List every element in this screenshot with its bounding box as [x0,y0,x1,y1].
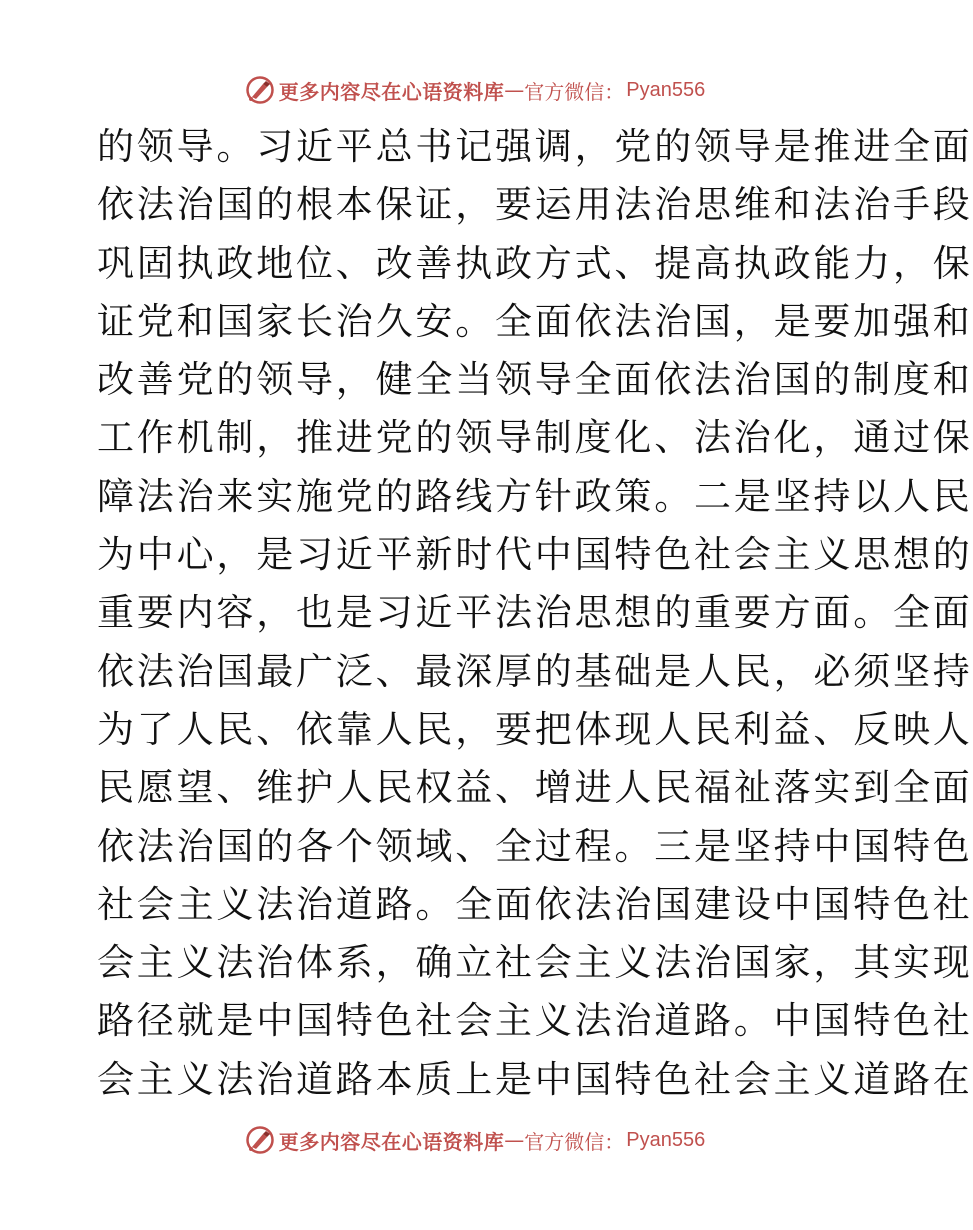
body-line: 障法治来实施党的路线方针政策。二是坚持以人民 [97,474,973,518]
header-promo-text: 更多内容尽在心语资料库 [278,79,505,104]
body-line: 社会主义法治道路。全面依法治国建设中国特色社 [97,882,973,926]
footer-wechat-id: Pyan556 [626,1128,706,1151]
body-line: 民愿望、维护人民权益、增进人民福祉落实到全面 [97,766,973,810]
footer-banner [0,1122,950,1158]
body-line: 路径就是中国特色社会主义法治道路。中国特色社 [97,999,973,1043]
header-wechat-id: Pyan556 [626,78,706,101]
pen-nib-logo-icon [245,75,275,105]
body-line: 巩固执政地位、改善执政方式、提高执政能力，保 [97,241,973,285]
header-banner [0,72,950,108]
body-line: 会主义法治体系，确立社会主义法治国家，其实现 [97,941,973,985]
footer-wechat-label: 官方微信： [524,1129,625,1154]
body-line: 的领导。习近平总书记强调，党的领导是推进全面 [97,125,973,168]
body-line: 依法治国的根本保证，要运用法治思维和法治手段 [97,183,973,227]
body-line: 工作机制，推进党的领导制度化、法治化，通过保 [97,416,973,460]
footer-promo-text: 更多内容尽在心语资料库 [278,1129,505,1154]
body-line: 依法治国最广泛、最深厚的基础是人民，必须坚持 [97,649,973,693]
body-line: 为了人民、依靠人民，要把体现人民利益、反映人 [97,707,973,751]
body-line: 改善党的领导，健全当领导全面依法治国的制度和 [97,358,973,402]
pen-nib-logo-icon [245,1125,275,1155]
footer-separator: — [504,1128,525,1152]
body-line: 证党和国家长治久安。全面依法治国，是要加强和 [97,299,973,343]
header-wechat-label: 官方微信： [524,79,625,104]
body-line: 会主义法治道路本质上是中国特色社会主义道路在 [97,1057,973,1101]
body-text [97,118,973,1109]
header-separator: — [504,78,525,102]
body-line: 为中心，是习近平新时代中国特色社会主义思想的 [97,533,973,577]
body-line: 依法治国的各个领域、全过程。三是坚持中国特色 [97,824,973,868]
body-line: 重要内容，也是习近平法治思想的重要方面。全面 [97,591,973,635]
